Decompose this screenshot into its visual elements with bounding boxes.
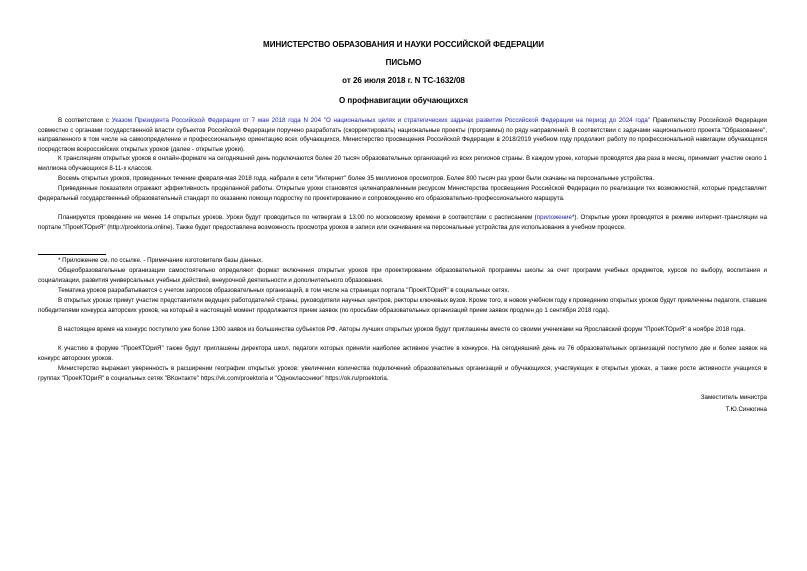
paragraph-5 [38,213,767,232]
paragraph-3: Восемь открытых уроков, проведенных течение февраля-мая 2018 года, набрали в сети "Интернет" более 35 миллионов просмотров. Более 800 тысяч раз уроки были скачаны на персональные устройства. [58,175,655,182]
paragraph-1-text-b: Правительству Российской Федерации совместно с органами государственной власти субъектов Российской Федерации поручено разработать (скорректировать) национальные проекты (программы) по ряду направлений. В соответствии с задачами национального проекта "Образование", направленного в том числе на самоопределение и профессиональную ориентацию всех обучающихся, Министерство просвещения Российской Федерации в 2018/2019 учебном году продолжит работу по профессиональной навигации обучающихся посредством всероссийских открытых уроков (далее - открытые уроки). [38,117,768,153]
signature-name: Т.Ю.Синюгина [725,406,767,413]
document-type: ПИСЬМО [385,58,422,67]
paragraph-11: Министерство выражает уверенность в расширении географии открытых уроков: увеличении количества подключений образовательных организаций и обучающихся, участвующих в открытых уроках, а также росте активности учащихся в группах "ПроеКТОриЯ" в социальных сетях "ВКонтакте" https://vk.com/proektoria и "Одноклассники" https://ok.ru/proektoria. [38,365,767,382]
ministry-title: МИНИСТЕРСТВО ОБРАЗОВАНИЯ И НАУКИ РОССИЙСКОЙ ФЕДЕРАЦИИ [263,40,544,49]
paragraph-2: К трансляциям открытых уроков в онлайн-формате на сегодняшний день подключаются более 20 тысяч образовательных организаций из всех регионов страны. В каждом уроке, которые проводятся два раза в месяц, принимает участие около 1 миллиона обучающихся 8-11-х классов. [38,155,767,172]
paragraph-1-text-a: В соответствии с [58,117,112,124]
paragraph-6: Общеобразовательные организации самостоятельно определяют формат включения открытых уроков при проектировании образовательной программы школы за счет программ учебных предметов, курсов по выбору, воспитания и социализации, развития универсальных учебных действий, внеурочной деятельности и дополнительного образования. [38,267,767,284]
footnote: * Приложение см. по ссылке. - Примечание изготовителя базы данных. [58,257,263,264]
decree-link[interactable]: Указом Президента Российской Федерации от 7 мая 2018 года N 204 "О национальных целях и стратегических задачах развития Российской Федерации на период до 2024 года" [111,117,651,124]
footnote-divider [38,254,106,255]
paragraph-10: К участию в форуме "ПроеКТОриЯ" также будут приглашены директора школ, педагоги которых приняли наиболее активное участие в конкурсе. На сегодняшний день из 76 образовательных организаций поступило две и более заявок на конкурс авторских уроков. [38,345,767,362]
paragraph-1 [38,116,767,154]
appendix-link[interactable]: приложение [536,214,572,221]
paragraph-8: В открытых уроках примут участие представители ведущих работодателей страны, руководители научных центров, ректоры ключевых вузов. Кроме того, в новом учебном году к проведению открытых уроков будут привлечены педагоги, ставшие победителями конкурса авторских уроков, на который в настоящий момент продолжается прием заявок (по просьбам образовательных организаций прием заявок продлен до 1 сентября 2018 года). [38,297,767,314]
paragraph-9: В настоящее время на конкурс поступило уже более 1300 заявок из большинства субъектов РФ. Авторы лучших открытых уроков будут приглашены вместе со своими учениками на Ярославский форум "ПроеКТОриЯ" в ноябре 2018 года. [58,326,746,333]
paragraph-7: Тематика уроков разрабатывается с учетом запросов образовательных организаций, в том числе на страницах портала "ПроеКТОриЯ" в социальных сетях. [58,287,510,294]
paragraph-5-text-b: *). Открытые уроки проводятся в режиме интернет-трансляции на портале "ПроеКТОриЯ" (http://proektoria.online). Также будет предоставлена возможность просмотра уроков в записи или скачивания на персональные устройства для использования в учебном процессе. [38,214,768,231]
document-subject: О профнавигации обучающихся [338,96,469,105]
document-date-number: от 26 июля 2018 г. N ТС-1632/08 [342,76,465,85]
paragraph-5-text-a: Планируется проведение не менее 14 открытых уроков. Уроки будут проводиться по четвергам в 13.00 по московскому времени в соответствии с расписанием ( [58,214,537,221]
signature-position: Заместитель министра [700,394,767,401]
paragraph-4: Приведенные показатели отражают эффективность проделанной работы. Открытые уроки становятся целенаправленным ресурсом Министерства просвещения Российской Федерации по реализации тех возможностей, которые представляет федеральный государственный образовательный стандарт по оказанию помощи подростку по проектированию и сопровождению его образовательно-профессионального маршрута. [38,185,767,202]
